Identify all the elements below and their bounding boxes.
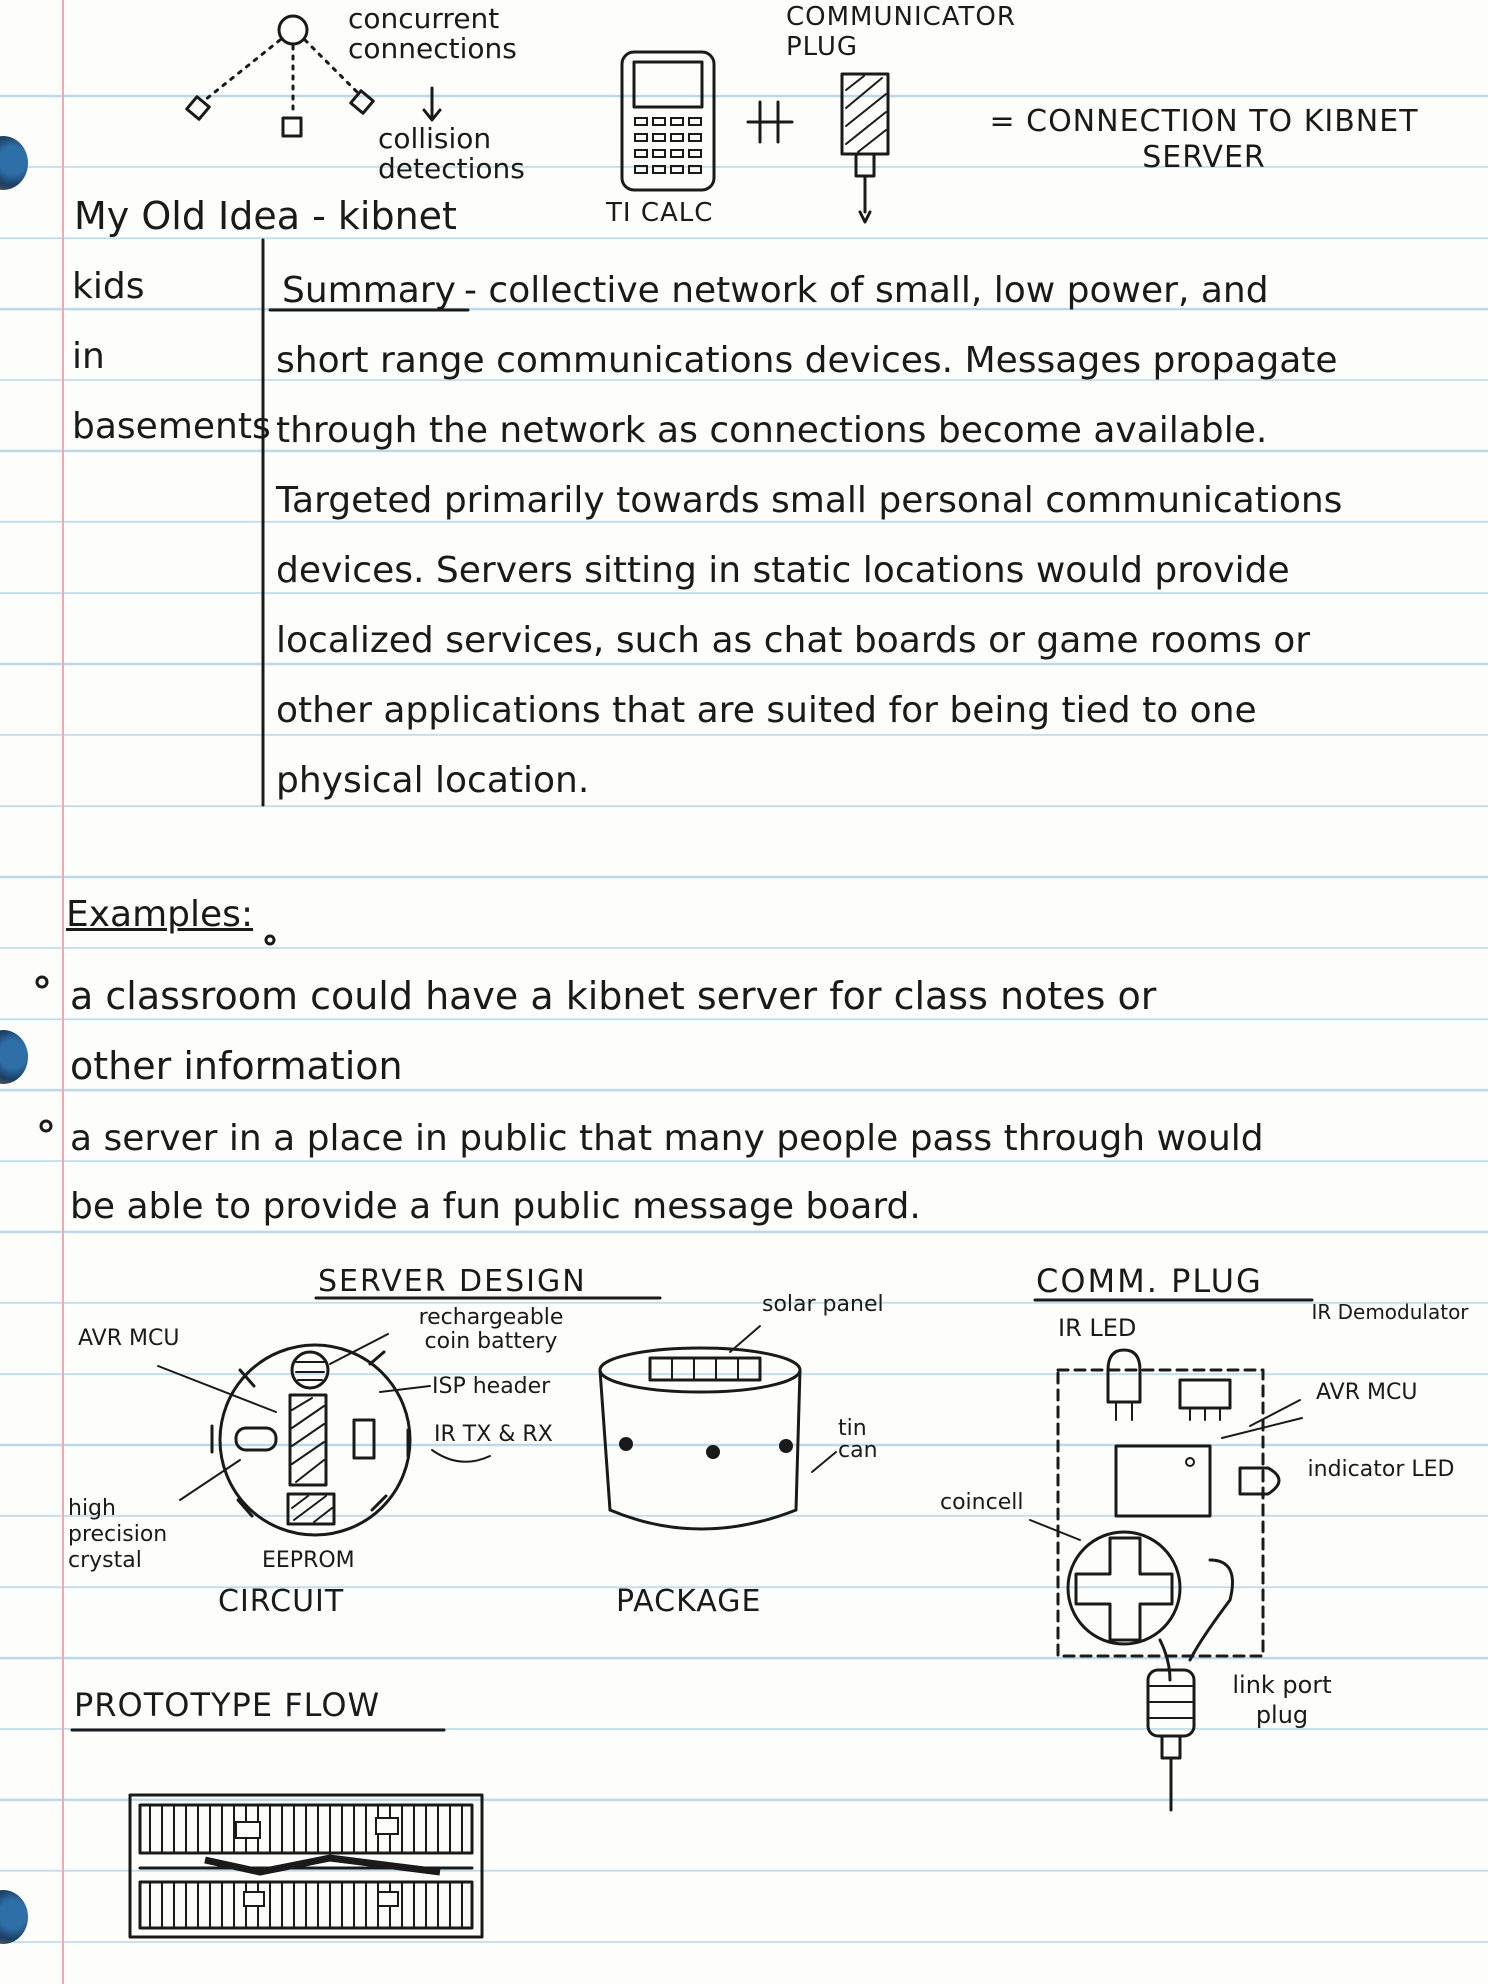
prototype-flow-title: PROTOTYPE FLOW: [74, 1686, 381, 1724]
example-line: be able to provide a fun public message board.: [70, 1186, 921, 1227]
connection-equation: = CONNECTION TO KIBNET SERVER: [989, 104, 1419, 175]
summary-line: through the network as connections become available.: [276, 410, 1268, 451]
summary-line: other applications that are suited for being tied to one: [276, 690, 1257, 731]
examples-heading: Examples:: [66, 894, 254, 935]
server-design-title: SERVER DESIGN: [318, 1264, 587, 1299]
eeprom-label: EEPROM: [262, 1548, 355, 1573]
ir-demodulator-label: IR Demodulator: [1311, 1300, 1469, 1324]
summary-label: Summary: [282, 270, 456, 311]
ir-led-label: IR LED: [1058, 1314, 1137, 1342]
example-line: a server in a place in public that many people pass through would: [70, 1118, 1264, 1159]
link-port-plug-label: link port plug: [1232, 1671, 1332, 1729]
plus-sign: [748, 102, 792, 142]
communicator-plug-sketch: [842, 74, 888, 222]
summary-line: - collective network of small, low power, and: [464, 270, 1269, 311]
summary-line: short range communications devices. Messages propagate: [276, 340, 1338, 381]
avr-mcu-label: AVR MCU: [78, 1326, 180, 1351]
side-word: basements: [72, 406, 271, 447]
solar-panel-label: solar panel: [762, 1292, 884, 1317]
collision-detections-label: collision detections: [378, 122, 525, 185]
comm-avr-mcu-label: AVR MCU: [1316, 1380, 1418, 1405]
isp-header-label: ISP header: [432, 1374, 551, 1399]
tin-can-label: tin can: [838, 1416, 878, 1463]
summary-line: physical location.: [276, 760, 590, 801]
indicator-led-label: indicator LED: [1307, 1457, 1455, 1482]
example-line: other information: [70, 1044, 403, 1088]
summary-line: Targeted primarily towards small personal communications: [276, 480, 1343, 521]
battery-label: rechargeable coin battery: [418, 1305, 564, 1354]
summary-line: devices. Servers sitting in static locations would provide: [276, 550, 1290, 591]
side-word: kids: [72, 266, 145, 307]
example-line: a classroom could have a kibnet server for class notes or: [70, 974, 1157, 1018]
concurrent-connections-label: concurrent connections: [348, 2, 517, 65]
circuit-caption: CIRCUIT: [218, 1584, 345, 1619]
package-caption: PACKAGE: [616, 1584, 762, 1619]
ti-calc-label: TI CALC: [606, 198, 714, 228]
summary-line: localized services, such as chat boards or game rooms or: [276, 620, 1311, 661]
side-word: in: [72, 336, 105, 377]
comm-plug-sketch: [1030, 1350, 1302, 1810]
page-title: My Old Idea - kibnet: [74, 194, 457, 238]
colon-dot: [266, 936, 274, 944]
prototype-board-sketch: [130, 1795, 482, 1937]
crystal-label: high precision crystal: [68, 1496, 168, 1573]
comm-plug-title: COMM. PLUG: [1036, 1262, 1263, 1300]
package-sketch: [600, 1326, 836, 1529]
ti-calculator-sketch: [622, 52, 714, 190]
bullet: [37, 977, 47, 987]
coincell-label: coincell: [940, 1490, 1024, 1515]
ir-txrx-label: IR TX & RX: [434, 1422, 553, 1447]
bullet: [41, 1121, 51, 1131]
communicator-plug-label: COMMUNICATOR PLUG: [786, 2, 1016, 62]
